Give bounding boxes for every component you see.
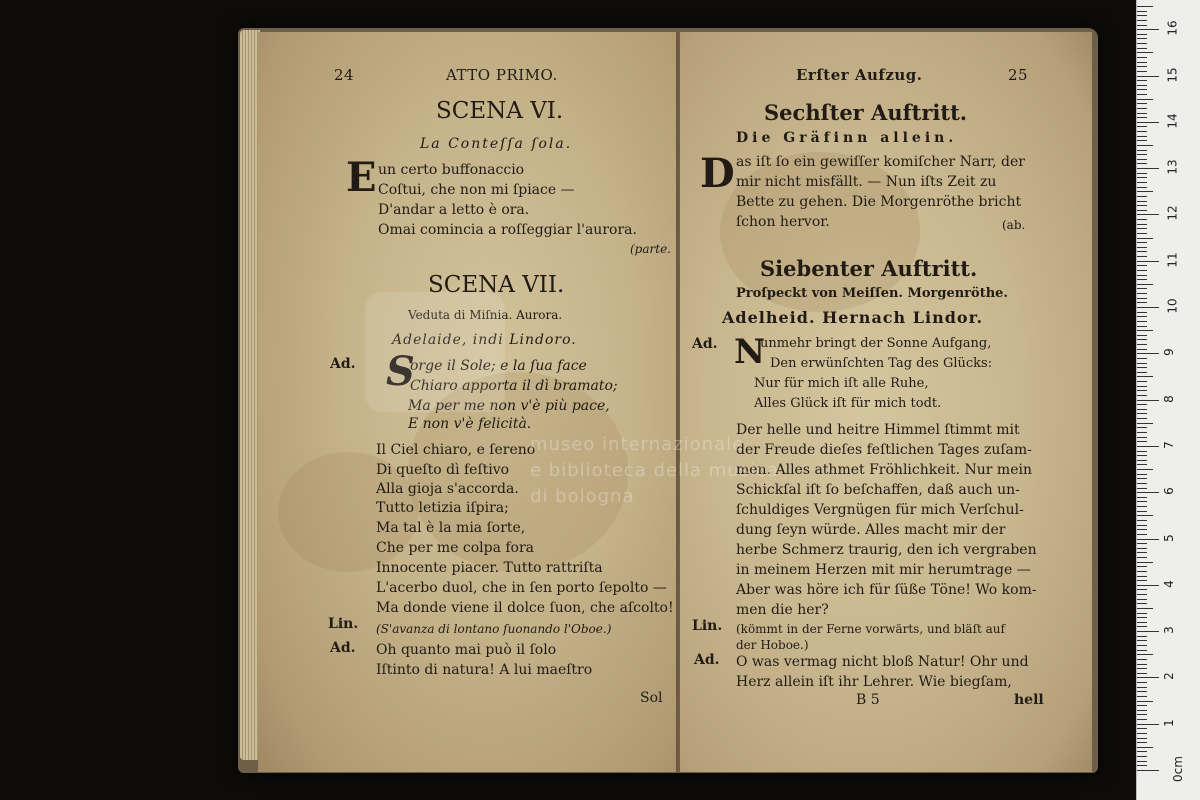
prose-line: der Freude dieſes feſtlichen Tages zuſam-	[736, 442, 1032, 458]
ruler-tick	[1137, 585, 1159, 586]
verse-line: Che per me colpa fora	[376, 540, 535, 556]
watermark-text: di bologna	[530, 486, 635, 507]
ruler-tick	[1137, 261, 1159, 262]
verse-line: D'andar a letto è ora.	[378, 202, 530, 218]
ruler-tick	[1137, 636, 1147, 637]
ruler-tick	[1137, 478, 1147, 479]
ruler-tick	[1137, 122, 1159, 123]
scene-title: SCENA VII.	[428, 272, 565, 298]
running-head: Erſter Aufzug.	[796, 66, 923, 84]
ruler-tick	[1137, 52, 1153, 53]
ruler-tick	[1137, 469, 1153, 470]
ruler-tick	[1137, 696, 1147, 697]
signature-mark: B 5	[856, 692, 880, 708]
ruler-tick	[1137, 270, 1147, 271]
speaker-label: Ad.	[694, 652, 720, 668]
character-list: La Conteſſa ſola.	[420, 136, 573, 152]
verse-line: Ma tal è la mia ſorte,	[376, 520, 526, 536]
stage-exit: (parte.	[630, 242, 671, 256]
ruler-tick	[1137, 543, 1147, 544]
prose-line: herbe Schmerz traurig, den ich vergraben	[736, 542, 1037, 558]
ruler-tick	[1137, 668, 1147, 669]
stage-direction: (S'avanza di lontano ſuonando l'Oboe.)	[376, 622, 612, 636]
scene-title: SCENA VI.	[436, 98, 564, 124]
character-list: Die Gräfinn allein.	[736, 130, 958, 146]
ruler-tick	[1137, 57, 1147, 58]
ruler-tick	[1137, 312, 1147, 313]
ruler-tick	[1137, 256, 1147, 257]
ruler-tick	[1137, 117, 1147, 118]
stage-exit: (ab.	[1002, 218, 1026, 232]
prose-line: dung ſeyn würde. Alles macht mir der	[736, 522, 1006, 538]
ruler-tick	[1137, 29, 1159, 30]
ruler-tick	[1137, 177, 1147, 178]
ruler-tick	[1137, 131, 1147, 132]
ruler-tick	[1137, 640, 1147, 641]
ruler-label: 14	[1165, 113, 1180, 129]
ruler-tick	[1137, 483, 1147, 484]
ruler-tick	[1137, 413, 1147, 414]
ruler-tick	[1137, 358, 1147, 359]
ruler-tick	[1137, 654, 1153, 655]
scene-setting: Veduta di Miſnia. Aurora.	[408, 308, 563, 322]
ruler-tick	[1137, 756, 1147, 757]
ruler-label: 12	[1165, 205, 1180, 222]
verse-line: Di queſto dì feſtivo	[376, 462, 510, 478]
ruler-tick	[1137, 339, 1147, 340]
ruler-tick	[1137, 501, 1147, 502]
ruler-tick	[1137, 622, 1147, 623]
prose-line: Aber was höre ich für ſüße Töne! Wo kom-	[736, 582, 1037, 598]
running-head: ATTO PRIMO.	[446, 66, 558, 84]
ruler-tick	[1137, 11, 1147, 12]
ruler-tick	[1137, 293, 1147, 294]
ruler-tick	[1137, 534, 1147, 535]
verse-line: L'acerbo duol, che in ſen porto ſepolto —	[376, 580, 667, 596]
ruler-tick	[1137, 409, 1147, 410]
speaker-label: Ad.	[330, 640, 356, 656]
ruler-tick	[1137, 765, 1147, 766]
ruler-tick	[1137, 529, 1147, 530]
speaker-label: Lin.	[328, 616, 359, 632]
ruler-tick	[1137, 187, 1147, 188]
ruler-label: 10	[1165, 298, 1180, 314]
ruler-tick	[1137, 25, 1147, 26]
aria-line: unmehr bringt der Sonne Aufgang,	[760, 336, 992, 351]
ruler-tick	[1137, 238, 1153, 239]
ruler-tick	[1137, 349, 1147, 350]
scene-setting: Proſpeckt von Meiſſen. Morgenröthe.	[736, 286, 1008, 301]
ruler-tick	[1137, 464, 1147, 465]
ruler-tick	[1137, 182, 1147, 183]
ruler-label: 11	[1165, 252, 1180, 268]
ruler-tick	[1137, 376, 1153, 377]
ruler-label: 1	[1161, 718, 1176, 727]
verse-line: un certo buffonaccio	[378, 162, 525, 178]
ruler-tick	[1137, 645, 1147, 646]
ruler-tick	[1137, 589, 1147, 590]
watermark-text: museo internazionale	[530, 434, 745, 455]
character-list: Adelheid. Hernach Lindor.	[722, 308, 984, 327]
ruler-tick	[1137, 316, 1147, 317]
stage-direction: (kömmt in der Ferne vorwärts, und bläſt auf	[736, 622, 1005, 636]
verse-line: Omai comincia a roſſeggiar l'aurora.	[378, 222, 637, 238]
ruler-tick	[1137, 682, 1147, 683]
ruler-tick	[1137, 423, 1153, 424]
ruler-tick	[1137, 48, 1147, 49]
ruler-tick	[1137, 372, 1147, 373]
ruler-tick	[1137, 738, 1147, 739]
ruler-tick	[1137, 705, 1147, 706]
ruler-tick	[1137, 747, 1153, 748]
verse-line: Alla gioja s'accorda.	[376, 481, 519, 497]
ruler-tick	[1137, 677, 1159, 678]
ruler-tick	[1137, 159, 1147, 160]
prose-line: Herz allein iſt ihr Lehrer. Wie biegſam,	[736, 674, 1012, 690]
character-list: Adelaide, indi Lindoro.	[392, 332, 577, 348]
ruler-tick	[1137, 631, 1159, 632]
ruler-tick	[1137, 228, 1147, 229]
prose-line: O was vermag nicht bloß Natur! Ohr und	[736, 654, 1029, 670]
ruler-tick	[1137, 302, 1147, 303]
ruler-tick	[1137, 594, 1147, 595]
ruler-tick	[1137, 140, 1147, 141]
ruler-tick	[1137, 432, 1147, 433]
ruler-tick	[1137, 455, 1147, 456]
verse-line: Ma donde viene il dolce ſuon, che aſcolto!	[376, 600, 674, 616]
ruler-tick	[1137, 173, 1147, 174]
ruler-tick	[1137, 38, 1147, 39]
ruler-label: 8	[1161, 394, 1176, 403]
ruler-tick	[1137, 196, 1147, 197]
verse-line: Innocente piacer. Tutto rattriſta	[376, 560, 603, 576]
ruler-tick	[1137, 599, 1147, 600]
ruler-tick	[1137, 673, 1147, 674]
ruler-tick	[1137, 6, 1153, 7]
ruler-tick	[1137, 76, 1159, 77]
ruler-tick	[1137, 279, 1147, 280]
ruler-tick	[1137, 608, 1153, 609]
ruler-tick	[1137, 219, 1147, 220]
ruler-tick	[1137, 400, 1159, 401]
ruler-tick	[1137, 492, 1159, 493]
ruler-tick	[1137, 330, 1153, 331]
ruler-tick	[1137, 488, 1147, 489]
ruler-tick	[1137, 145, 1153, 146]
ruler-tick	[1137, 691, 1147, 692]
prose-line: ſchon hervor.	[736, 214, 830, 230]
ruler-tick	[1137, 580, 1147, 581]
verse-line: Coſtui, che non mi ſpiace —	[378, 182, 575, 198]
ruler-label: 7	[1161, 441, 1176, 449]
ruler-tick	[1137, 506, 1147, 507]
ruler-tick	[1137, 437, 1147, 438]
ruler-tick	[1137, 89, 1147, 90]
prose-line: in meinem Herzen mit mir herumtrage —	[736, 562, 1031, 578]
ruler-tick	[1137, 247, 1147, 248]
ruler-tick	[1137, 733, 1147, 734]
ruler-tick	[1137, 126, 1147, 127]
ruler-tick	[1137, 71, 1147, 72]
ruler-label: 15	[1165, 66, 1180, 83]
ruler-tick	[1137, 460, 1147, 461]
catchword: Sol	[640, 690, 663, 706]
ruler-tick	[1137, 710, 1147, 711]
aria-line: orge il Sole; e la ſua face	[410, 358, 587, 374]
ruler-tick	[1137, 251, 1147, 252]
ruler-tick	[1137, 613, 1147, 614]
page-number: 24	[334, 66, 355, 84]
ruler-tick	[1137, 66, 1147, 67]
ruler-tick	[1137, 515, 1153, 516]
aria-line: Nur für mich iſt alle Ruhe,	[754, 376, 929, 391]
ruler-tick	[1137, 552, 1147, 553]
right-page	[680, 32, 1092, 772]
speaker-label: Ad.	[330, 356, 356, 372]
ruler-tick	[1137, 751, 1147, 752]
ruler-tick	[1137, 191, 1153, 192]
ruler-label: 16	[1165, 20, 1180, 36]
ruler-tick	[1137, 80, 1147, 81]
drop-cap: N	[734, 332, 766, 372]
ruler-tick	[1137, 719, 1147, 720]
ruler-tick	[1137, 395, 1147, 396]
ruler-tick	[1137, 474, 1147, 475]
ruler-tick	[1137, 446, 1159, 447]
ruler-tick	[1137, 62, 1147, 63]
ruler-tick	[1137, 659, 1147, 660]
ruler-tick	[1137, 511, 1147, 512]
ruler-tick	[1137, 404, 1147, 405]
aria-line: Chiaro apporta il dì bramato;	[410, 378, 618, 394]
prose-line: ſchuldiges Vergnügen für mich Verſchul-	[736, 502, 1024, 518]
ruler-tick	[1137, 136, 1147, 137]
ruler-tick	[1137, 326, 1147, 327]
ruler-tick	[1137, 34, 1147, 35]
ruler-tick	[1137, 724, 1159, 725]
ruler-tick	[1137, 288, 1147, 289]
ruler-tick	[1137, 603, 1147, 604]
drop-cap: E	[346, 154, 377, 201]
ruler-tick	[1137, 497, 1147, 498]
prose-line: as iſt ſo ein gewiſſer komiſcher Narr, der	[736, 154, 1025, 170]
ruler-tick	[1137, 103, 1147, 104]
ruler-tick	[1137, 224, 1147, 225]
aria-line: E non v'è felicità.	[408, 416, 532, 432]
ruler-tick	[1137, 113, 1147, 114]
ruler-tick	[1137, 664, 1147, 665]
ruler-tick	[1137, 557, 1147, 558]
aria-line: Den erwünſchten Tag des Glücks:	[770, 356, 993, 371]
ruler-tick	[1137, 451, 1147, 452]
ruler-tick	[1137, 571, 1147, 572]
aria-line: Alles Glück iſt für mich todt.	[754, 396, 942, 411]
ruler-tick	[1137, 168, 1159, 169]
ruler-tick	[1137, 441, 1147, 442]
ruler-tick	[1137, 562, 1153, 563]
scene-title: Siebenter Auftritt.	[760, 256, 978, 281]
ruler-tick	[1137, 742, 1147, 743]
prose-line: men die her?	[736, 602, 829, 618]
verse-line: Iſtinto di natura! A lui maeſtro	[376, 662, 593, 678]
ruler-label: 3	[1161, 626, 1176, 634]
ruler-tick	[1137, 539, 1159, 540]
speaker-label: Lin.	[692, 618, 723, 634]
ruler-tick	[1137, 335, 1147, 336]
ruler-tick	[1137, 617, 1147, 618]
ruler-tick	[1137, 520, 1147, 521]
ruler-tick	[1137, 626, 1147, 627]
ruler-label: 2	[1161, 672, 1176, 681]
ruler-tick	[1137, 525, 1147, 526]
prose-line: Der helle und heitre Himmel ſtimmt mit	[736, 422, 1020, 438]
ruler-tick	[1137, 154, 1147, 155]
ruler-tick	[1137, 386, 1147, 387]
prose-line: mir nicht misfällt. — Nun iſts Zeit zu	[736, 174, 997, 190]
ruler-tick	[1137, 242, 1147, 243]
catchword: hell	[1014, 692, 1044, 708]
ruler-tick	[1137, 714, 1147, 715]
ruler-tick	[1137, 390, 1147, 391]
watermark-text: e biblioteca della musica	[530, 460, 779, 481]
ruler-tick	[1137, 265, 1147, 266]
ruler-label: 0cm	[1170, 756, 1185, 782]
ruler-tick	[1137, 576, 1147, 577]
ruler-tick	[1137, 650, 1147, 651]
ruler-label: 9	[1161, 348, 1176, 357]
prose-line: Bette zu gehen. Die Morgenröthe bricht	[736, 194, 1022, 210]
ruler-label: 13	[1165, 159, 1180, 175]
drop-cap: S	[386, 348, 415, 395]
speaker-label: Ad.	[692, 336, 718, 352]
ruler-tick	[1137, 284, 1153, 285]
ruler-tick	[1137, 701, 1153, 702]
ruler-tick	[1137, 233, 1147, 234]
ruler-tick	[1137, 85, 1147, 86]
stage-direction: der Hoboe.)	[736, 638, 809, 652]
ruler-tick	[1137, 15, 1147, 16]
ruler-tick	[1137, 548, 1147, 549]
verse-line: Oh quanto mai può il ſolo	[376, 642, 557, 658]
ruler-tick	[1137, 427, 1147, 428]
ruler-tick	[1137, 210, 1147, 211]
ruler-tick	[1137, 321, 1147, 322]
ruler-tick	[1137, 201, 1147, 202]
ruler-tick	[1137, 687, 1147, 688]
ruler-tick	[1137, 363, 1147, 364]
measurement-ruler	[1136, 0, 1200, 800]
watermark-logo	[365, 292, 505, 412]
ruler-tick	[1137, 214, 1159, 215]
ruler-label: 5	[1161, 533, 1176, 542]
ruler-tick	[1137, 275, 1147, 276]
ruler-tick	[1137, 43, 1147, 44]
ruler-tick	[1137, 353, 1159, 354]
ruler-label: 6	[1161, 487, 1176, 496]
ruler-tick	[1137, 761, 1147, 762]
ruler-tick	[1137, 344, 1147, 345]
prose-line: Schickſal iſt ſo beſchaffen, daß auch un-	[736, 482, 1020, 498]
ruler-tick	[1137, 205, 1147, 206]
ruler-tick	[1137, 298, 1147, 299]
prose-line: men. Alles athmet Fröhlichkeit. Nur mein	[736, 462, 1032, 478]
ruler-tick	[1137, 163, 1147, 164]
verse-line: Tutto letizia iſpira;	[376, 500, 509, 516]
ruler-tick	[1137, 20, 1147, 21]
ruler-tick	[1137, 367, 1147, 368]
ruler-tick	[1137, 108, 1147, 109]
ruler-tick	[1137, 150, 1147, 151]
ruler-tick	[1137, 418, 1147, 419]
ruler-tick	[1137, 770, 1159, 771]
scene-title: Sechſter Auftritt.	[764, 100, 968, 125]
aria-line: Ma per me non v'è più pace,	[408, 398, 610, 414]
ruler-label: 4	[1161, 579, 1176, 588]
ruler-tick	[1137, 94, 1147, 95]
ruler-tick	[1137, 566, 1147, 567]
page-edges	[240, 30, 260, 760]
ruler-tick	[1137, 99, 1153, 100]
ruler-tick	[1137, 728, 1147, 729]
verse-line: Il Ciel chiaro, e ſereno	[376, 442, 536, 458]
page-number: 25	[1008, 66, 1029, 84]
drop-cap: D	[700, 150, 735, 197]
ruler-tick	[1137, 307, 1159, 308]
ruler-tick	[1137, 381, 1147, 382]
